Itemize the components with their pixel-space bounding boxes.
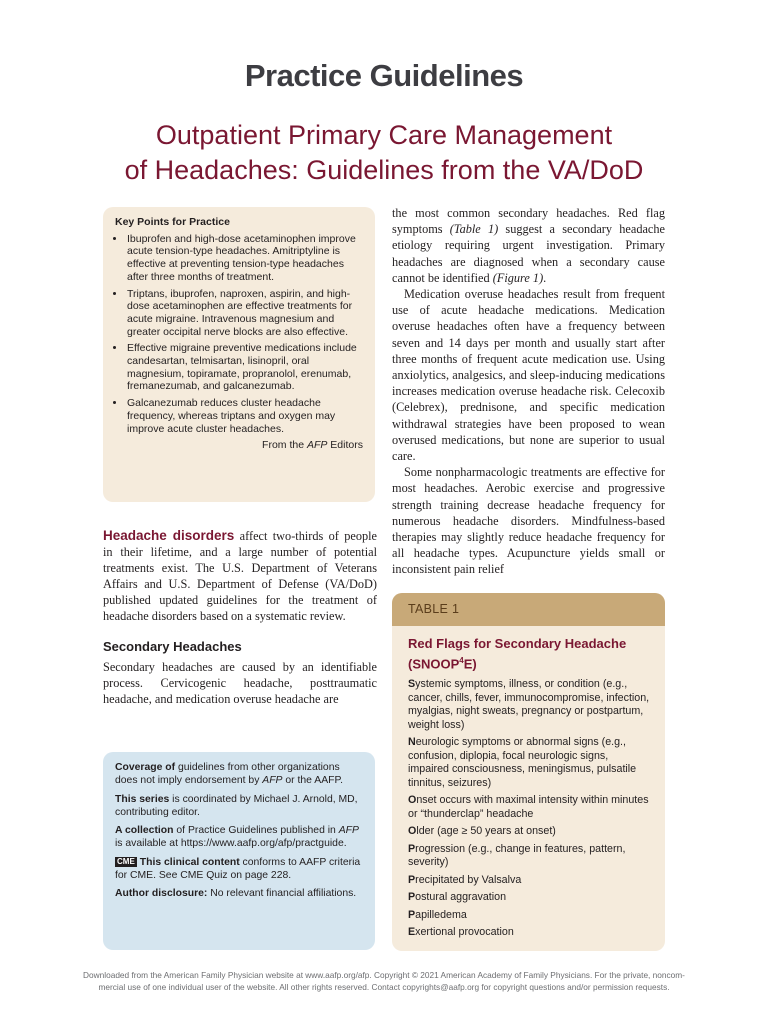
coverage-note: Coverage of guidelines from other organizations does not imply endorsement by AFP or the AAFP. [115,762,343,787]
lead-heading: Headache disorders [103,528,235,543]
author-disclosure: Author disclosure: No relevant financial affiliations. [115,888,357,900]
series-note: This series is coordinated by Michael J. Arnold, MD, contributing editor. [115,793,358,818]
table-row: Precipitated by Valsalva [408,873,522,886]
paragraph-medication-overuse: Medication overuse headaches result from frequent use of acute headache medications. Medication overuse headaches often have a frequency between seven and 14 days per month and usually start after three months of frequent acute medication use. Using anxiolytics, analgesics, and sleep-inducing medications increases medication overuse headache risk. Celecoxib (Celebrex), prednisone, and specific medication withdrawal strategies have been proposed to wean overused medications, but none are superior to usual care. [392,287,665,464]
copyright-footer [30,969,738,993]
key-points-box [103,207,375,502]
table-row: Papilledema [408,908,467,921]
journal-name: AFP [306,439,328,452]
table-row: Progression (e.g., change in features, pattern, severity) [408,842,626,869]
table-rows [408,678,651,940]
key-point-item: • Ibuprofen and high-dose acetaminophen improve acute tension-type headaches. Amitriptyline is effective at preventing tension-type headaches after three months of treatment. [126,233,363,284]
secondary-headaches-paragraph: Secondary headaches are caused by an identifiable process. Cervicogenic headache, posttraumatic headache, and medication overuse headache are [103,659,377,706]
right-column-body [392,205,665,578]
table-reference[interactable]: (Table 1) [449,222,499,237]
cme-badge-icon: CME [117,856,135,866]
table-row: Neurologic symptoms or abnormal signs (e.g., confusion, diplopia, focal neurologic signs, impaired consciousness, meningismus, pulsatile tinnitus, seizures) [408,736,637,789]
collection-url[interactable]: is available at https://www.aafp.org/afp/practguide. [115,838,347,850]
table-title: Red Flags for Secondary Headache (SNOOP$^4$E) [408,636,627,671]
paragraph-nonpharmacologic: Some nonpharmacologic treatments are effective for most headaches. Aerobic exercise and progressive strength training decrease headache frequency for numerous headache disorders. Mindfulness-based therapies may slightly reduce headache frequency for all headache types. Acupuncture yields small or inconsistent pain relief [392,465,665,577]
article-title-line-1: Outpatient Primary Care Management [155,120,613,150]
key-point-item: • Galcanezumab reduces cluster headache frequency, whereas triptans and oxygen may improve acute cluster headaches. [126,397,363,435]
table-row: Older (age ≥ 50 years at onset) [408,825,556,838]
secondary-headaches-heading: Secondary Headaches [103,638,242,654]
left-column-body [103,528,377,707]
section-title: Practice Guidelines [244,58,524,93]
figure-reference[interactable]: (Figure 1) [492,270,544,285]
intro-paragraph: Headache disorders affect two-thirds of people in their lifetime, and a large number of potential treatments exist. The U.S. Department of Veterans Affairs and U.S. Department of Defense (VA/DoD) published updated guidelines for the treatment of headache disorders based on a systematic review. [103,528,377,624]
article-title [30,118,738,188]
key-point-item: • Triptans, ibuprofen, naproxen, aspirin, and high-dose acetaminophen are effective treatments for acute migraine. Intravenous magnesium and greater occipital nerve blocks are also effective. [126,288,363,339]
footer-line-1: Downloaded from the American Family Physician website at www.aafp.org/afp. Copyright © 2021 American Academy of Family Physicians. For the private, noncom- [83,970,685,980]
table-row: Systemic symptoms, illness, or condition (e.g., cancer, chills, fever, immunocompromise, infection, myalgias, night sweats, pregnancy or postpartum, weight loss) [408,678,650,731]
key-points-title: Key Points for Practice [115,216,230,228]
key-points-list [115,233,363,436]
table-row: Exertional provocation [408,926,514,939]
table-1 [392,593,665,951]
coverage-info-box [103,752,375,950]
footer-line-2: mercial use of one individual user of the website. All other rights reserved. Contact copyrights@aafp.org for copyright questions and/or permission requests. [98,982,670,992]
article-title-line-2: of Headaches: Guidelines from the VA/DoD [124,155,644,185]
key-point-item: • Effective migraine preventive medications include candesartan, telmisartan, lisinopril, oral magnesium, topiramate, propranolol, erenumab, fremanezumab, and galcanezumab. [126,342,363,393]
key-points-attribution: From the AFP Editors [262,439,363,452]
table-row: Postural aggravation [408,891,507,904]
paragraph-red-flags: the most common secondary headaches. Red flag symptoms (Table 1) suggest a secondary headache etiology requiring urgent investigation. Primary headaches are diagnosed when a secondary cause cannot be identified (Figure 1). [392,206,665,285]
cme-note: CME This clinical content conforms to AAFP criteria for CME. See CME Quiz on page 228. [115,856,361,882]
table-row: Onset occurs with maximal intensity within minutes or “thunderclap” headache [408,794,649,820]
table-label: TABLE 1 [392,593,665,626]
collection-note: A collection of Practice Guidelines published in AFP is available at https://www.aafp.org/afp/practguide. [115,825,359,850]
